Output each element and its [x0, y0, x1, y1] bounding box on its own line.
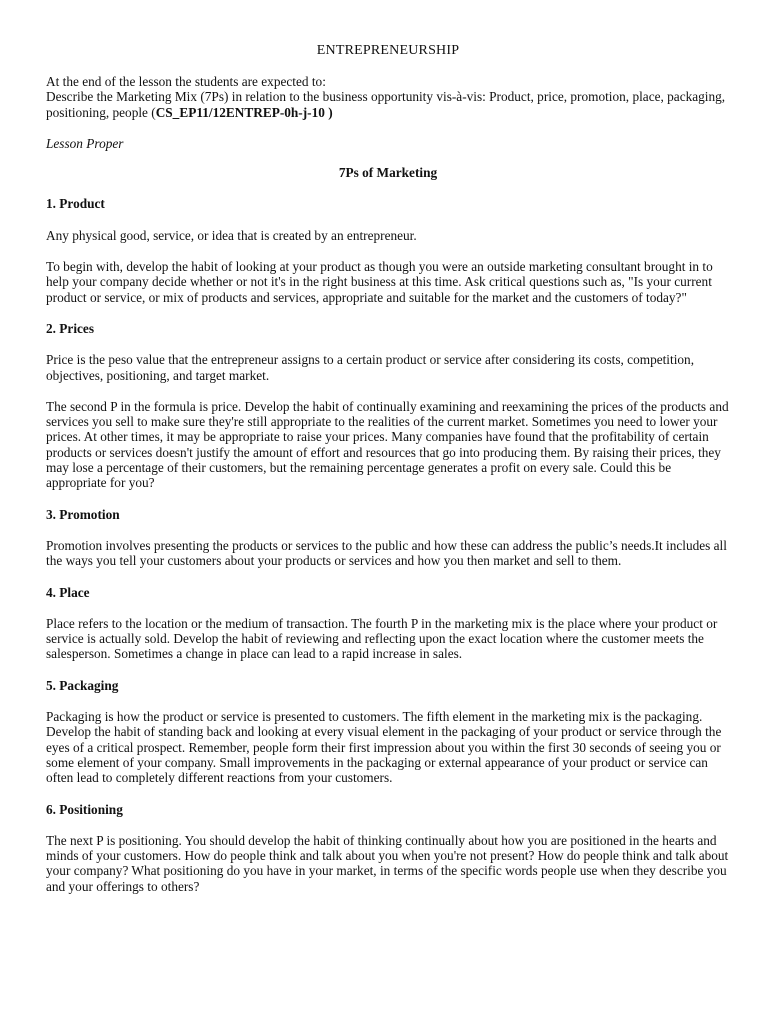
- section-heading: 6. Positioning: [46, 801, 123, 817]
- section-heading: 1. Product: [46, 196, 105, 212]
- section-paragraph: The second P in the formula is price. Develop the habit of continually examining and reexamining the prices of the products and services you sell to make sure they're still appropriate to the realities of the current market. Sometimes you need to lower your prices. At other times, it may be appropriate to raise your prices. Many companies have found that the profitability of certain products or services doesn't justify the amount of effort and resources that go into producing them. By raising their prices, they may lose a percentage of their customers, but the remaining percentage generates a profit on every sale. Could this be appropriate for you?: [46, 398, 729, 491]
- section-heading: 5. Packaging: [46, 677, 119, 693]
- section-packaging: [46, 678, 730, 786]
- objectives-description: Describe the Marketing Mix (7Ps) in relation to the business opportunity vis-à-vis: Product, price, promotion, place, packaging, positioning, people (: [46, 89, 726, 120]
- document-title: ENTREPRENEURSHIP: [316, 43, 460, 58]
- section-paragraph: The next P is positioning. You should develop the habit of thinking continually about how you are positioned in the hearts and minds of your customers. How do people think and talk about you when you're not present? How do people think and talk about your company? What positioning do you have in your market, in terms of the specific words people use when they describe you and your offerings to others?: [46, 832, 729, 894]
- section-positioning: [46, 802, 730, 894]
- section-paragraph: Packaging is how the product or service is presented to customers. The fifth element in the marketing mix is the packaging. Develop the habit of standing back and looking at every visual element in the packaging of your product or service through the eyes of a critical prospect. Remember, people form their first impression about you within the first 30 seconds of seeing you or some element of your company. Small improvements in the packaging or external appearance of your product or service can often lead to completely different reactions from your customers.: [46, 709, 722, 786]
- section-place: [46, 585, 730, 662]
- learning-objectives: [46, 74, 730, 120]
- section-paragraph: Any physical good, service, or idea that is created by an entrepreneur.: [46, 227, 417, 243]
- section-heading: 4. Place: [46, 584, 90, 600]
- section-paragraph: Price is the peso value that the entrepreneur assigns to a certain product or service after considering its costs, competition, objectives, positioning, and target market.: [46, 352, 695, 383]
- section-title: 7Ps of Marketing: [338, 165, 438, 181]
- objectives-intro: At the end of the lesson the students are expected to:: [46, 74, 326, 89]
- section-heading: 2. Prices: [46, 320, 94, 336]
- section-prices: [46, 321, 730, 491]
- section-promotion: [46, 507, 730, 569]
- section-product: [46, 196, 730, 304]
- section-paragraph: To begin with, develop the habit of looking at your product as though you were an outside marketing consultant brought in to help your company decide whether or not it's in the right business at this time. Ask critical questions such as, "Is your current product or service, or mix of products and services, appropriate and suitable for the market and the customers of today?": [46, 259, 713, 305]
- lesson-proper-label: Lesson Proper: [46, 135, 124, 151]
- section-paragraph: Promotion involves presenting the products or services to the public and how these can address the public’s needs.It includes all the ways you tell your customers about your products or services and how you then market and sell to them.: [46, 537, 727, 569]
- objectives-text: [46, 89, 730, 120]
- section-heading: 3. Promotion: [46, 506, 120, 522]
- section-paragraph: Place refers to the location or the medium of transaction. The fourth P in the marketing mix is the place where your product or service is actually sold. Develop the habit of reviewing and reflecting upon the exact location where the customer meets the salesperson. Sometimes a change in place can lead to a rapid increase in sales.: [46, 615, 718, 662]
- competency-code: CS_EP11/12ENTREP-0h-j-10 ): [155, 104, 333, 120]
